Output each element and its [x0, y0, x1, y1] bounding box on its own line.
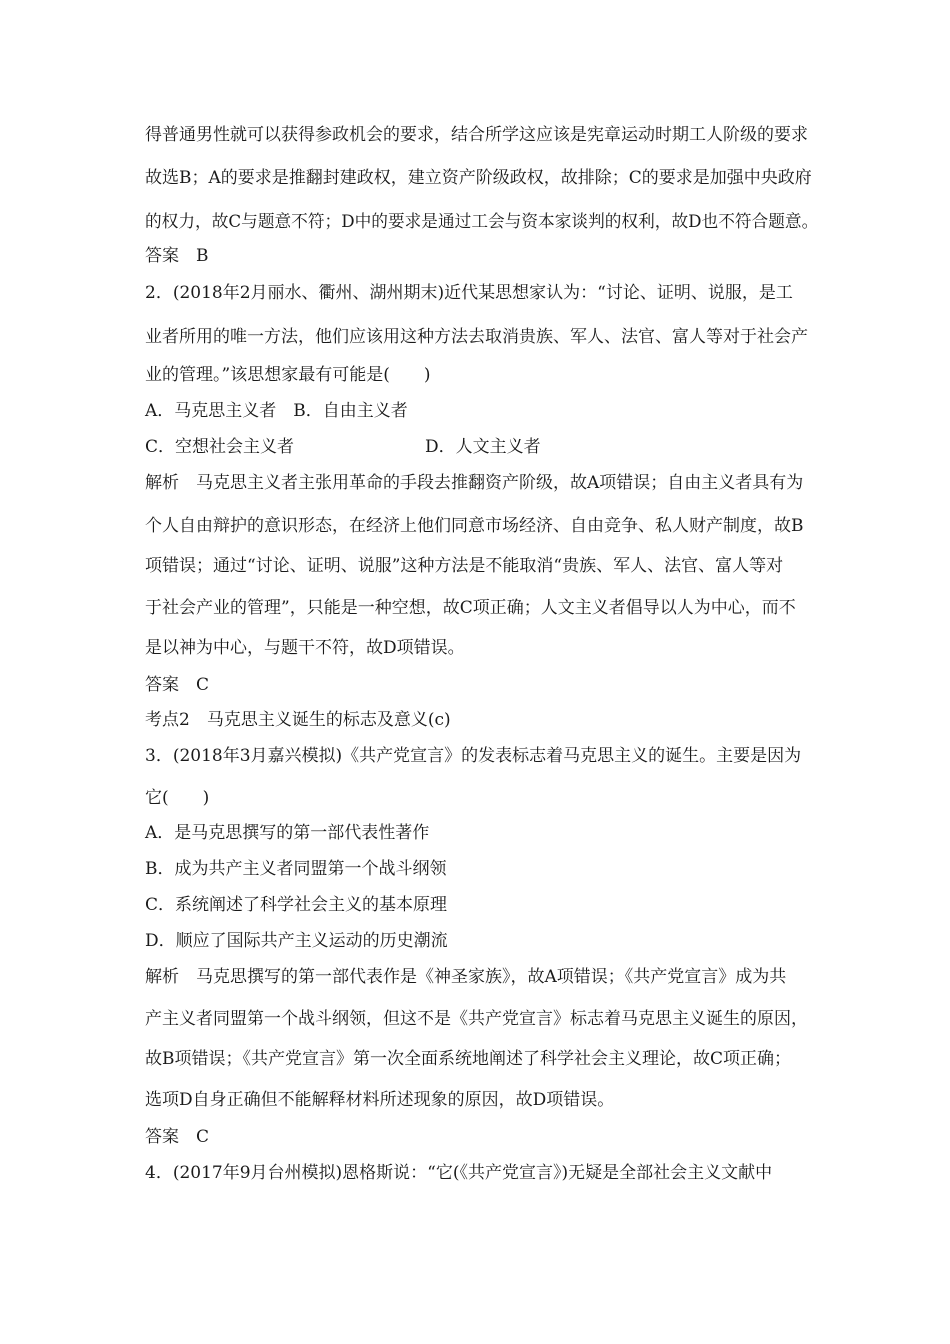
analysis-line: 是以神为中心，与题干不符，故D项错误。 — [145, 638, 465, 658]
question-line: 4．(2017年9月台州模拟)恩格斯说：“它(《共产党宣言》)无疑是全部社会主义文献中 — [145, 1163, 773, 1183]
answer-line: 答案 C — [145, 675, 210, 695]
analysis-line: 选项D自身正确但不能解释材料所述现象的原因，故D项错误。 — [145, 1090, 615, 1110]
answer-line: 答案 B — [145, 246, 209, 266]
text-line: 得普通男性就可以获得参政机会的要求，结合所学这应该是宪章运动时期工人阶级的要求 — [145, 125, 808, 145]
option-line: A．是马克思撰写的第一部代表性著作 — [145, 823, 430, 843]
option-line: B．成为共产主义者同盟第一个战斗纲领 — [145, 859, 447, 879]
analysis-line: 于社会产业的管理”，只能是一种空想，故C项正确；人文主义者倡导以人为中心，而不 — [145, 598, 796, 618]
question-line: 2．(2018年2月丽水、衢州、湖州期末)近代某思想家认为：“讨论、证明、说服，是工 — [145, 283, 793, 303]
option-line: D．人文主义者 — [425, 437, 541, 457]
analysis-line: 解析 马克思撰写的第一部代表作是《神圣家族》，故A项错误；《共产党宣言》成为共 — [145, 967, 787, 987]
option-line: D．顺应了国际共产主义运动的历史潮流 — [145, 931, 448, 951]
analysis-line: 产主义者同盟第一个战斗纲领，但这不是《共产党宣言》标志着马克思主义诞生的原因， — [145, 1009, 808, 1029]
question-line: 业的管理。”该思想家最有可能是( ) — [145, 365, 431, 385]
analysis-line: 解析 马克思主义者主张用革命的手段去推翻资产阶级，故A项错误；自由主义者具有为 — [145, 473, 804, 493]
analysis-line: 项错误；通过“讨论、证明、说服”这种方法是不能取消“贵族、军人、法官、富人等对 — [145, 556, 784, 576]
question-line: 业者所用的唯一方法，他们应该用这种方法去取消贵族、军人、法官、富人等对于社会产 — [145, 327, 808, 347]
question-line: 3．(2018年3月嘉兴模拟)《共产党宣言》的发表标志着马克思主义的诞生。主要是因为 — [145, 746, 802, 766]
option-line: A．马克思主义者 B．自由主义者 — [145, 401, 408, 421]
analysis-line: 故B项错误；《共产党宣言》第一次全面系统地阐述了科学社会主义理论，故C项正确； — [145, 1049, 791, 1069]
option-line: C．系统阐述了科学社会主义的基本原理 — [145, 895, 448, 915]
text-line: 故选B；A的要求是推翻封建政权，建立资产阶级政权，故排除；C的要求是加强中央政府 — [145, 168, 812, 188]
analysis-line: 个人自由辩护的意识形态，在经济上他们同意市场经济、自由竞争、私人财产制度，故B — [145, 516, 804, 536]
section-heading: 考点2 马克思主义诞生的标志及意义(c) — [145, 710, 451, 730]
option-line: C．空想社会主义者 — [145, 437, 295, 457]
text-line: 的权力，故C与题意不符；D中的要求是通过工会与资本家谈判的权利，故D也不符合题意。 — [145, 212, 819, 232]
answer-line: 答案 C — [145, 1127, 210, 1147]
question-line: 它( ) — [145, 788, 210, 808]
